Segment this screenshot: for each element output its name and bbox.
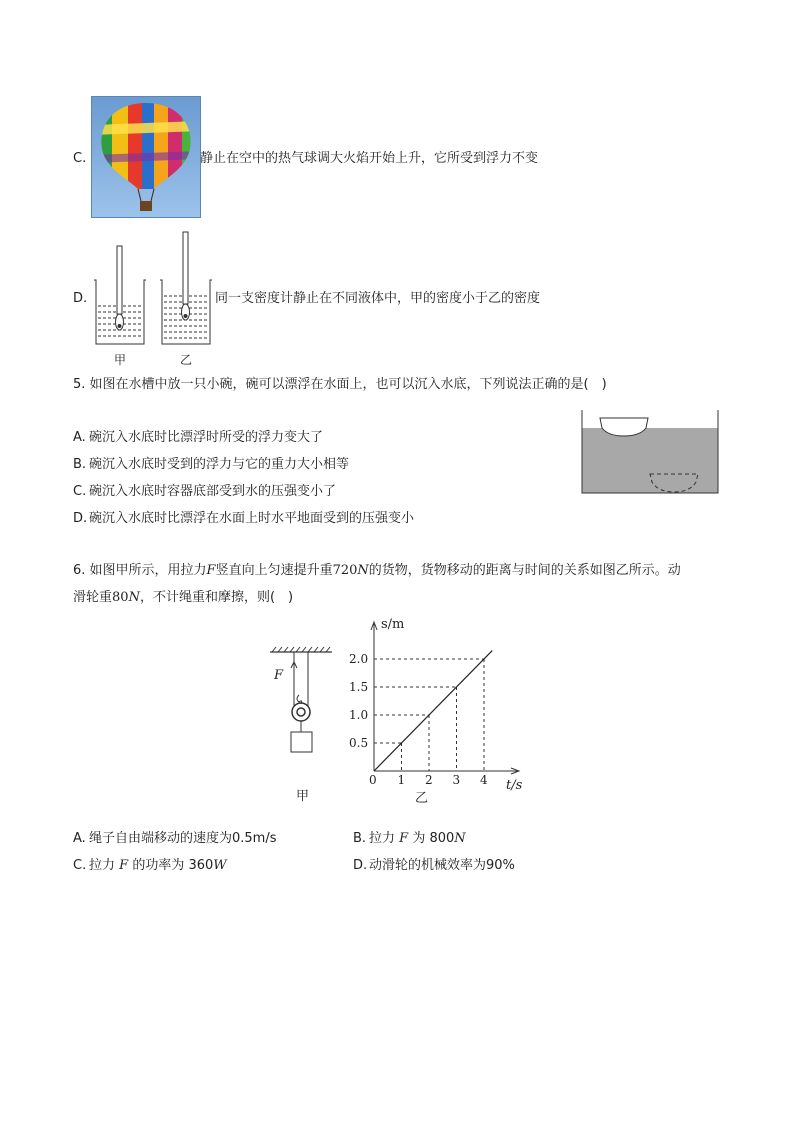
question-6-stem-line1: 6. 如图甲所示，用拉力F竖直向上匀速提升重720N的货物，货物移动的距离与时间的关系如图乙所示。动 bbox=[73, 563, 681, 578]
y-tick-label: 2.0 bbox=[349, 652, 369, 666]
force-label-f: F bbox=[274, 668, 284, 683]
series-line bbox=[374, 651, 492, 771]
q5-option-c: C. 碗沉入水底时容器底部受到水的压强变小了 bbox=[73, 484, 337, 499]
x-axis-label: t/s bbox=[506, 778, 523, 793]
q6-option-d: D. 动滑轮的机械效率为90% bbox=[353, 858, 515, 873]
q6-option-c: C. 拉力 F 的功率为 360W bbox=[73, 858, 227, 873]
q5-option-a: A. 碗沉入水底时比漂浮时所受的浮力变大了 bbox=[73, 430, 324, 445]
figure-label-jia: 甲 bbox=[296, 789, 310, 804]
y-tick-label: 1.5 bbox=[349, 680, 369, 694]
x-tick-label: 3 bbox=[452, 773, 461, 787]
pulley-figure bbox=[262, 644, 342, 809]
question-5-stem: 5. 如图在水槽中放一只小碗，碗可以漂浮在水面上，也可以沉入水底，下列说法正确的是( ) bbox=[73, 377, 607, 392]
x-tick-label: 0 bbox=[369, 773, 377, 787]
y-axis-label: s/m bbox=[381, 617, 405, 632]
distance-time-chart bbox=[345, 612, 535, 807]
question-6-stem-line2: 滑轮重80N，不计绳重和摩擦，则( ) bbox=[73, 590, 294, 605]
beaker-label-left: 甲 bbox=[114, 353, 127, 367]
y-tick-label: 0.5 bbox=[349, 736, 369, 750]
y-tick-label: 1.0 bbox=[349, 708, 369, 722]
option-c-text: 静止在空中的热气球调大火焰开始上升，它所受到浮力不变 bbox=[200, 151, 539, 166]
x-tick-label: 2 bbox=[425, 773, 433, 787]
water-tank-figure bbox=[578, 408, 722, 498]
q6-option-b: B. 拉力 F 为 800N bbox=[353, 831, 466, 846]
figure-label-yi: 乙 bbox=[415, 791, 429, 806]
q5-option-b: B. 碗沉入水底时受到的浮力与它的重力大小相等 bbox=[73, 457, 350, 472]
beaker-label-right: 乙 bbox=[180, 353, 193, 367]
x-tick-label: 1 bbox=[397, 773, 406, 787]
option-letter-c: C. bbox=[73, 151, 87, 166]
hot-air-balloon-image bbox=[91, 96, 201, 218]
option-letter-d: D. bbox=[73, 291, 88, 306]
hydrometer-figure bbox=[88, 226, 214, 370]
x-tick-label: 4 bbox=[480, 773, 488, 787]
q6-option-a: A. 绳子自由端移动的速度为0.5m/s bbox=[73, 831, 277, 846]
option-d-text: 同一支密度计静止在不同液体中，甲的密度小于乙的密度 bbox=[215, 291, 541, 306]
q5-option-d: D. 碗沉入水底时比漂浮在水面上时水平地面受到的压强变小 bbox=[73, 511, 415, 526]
